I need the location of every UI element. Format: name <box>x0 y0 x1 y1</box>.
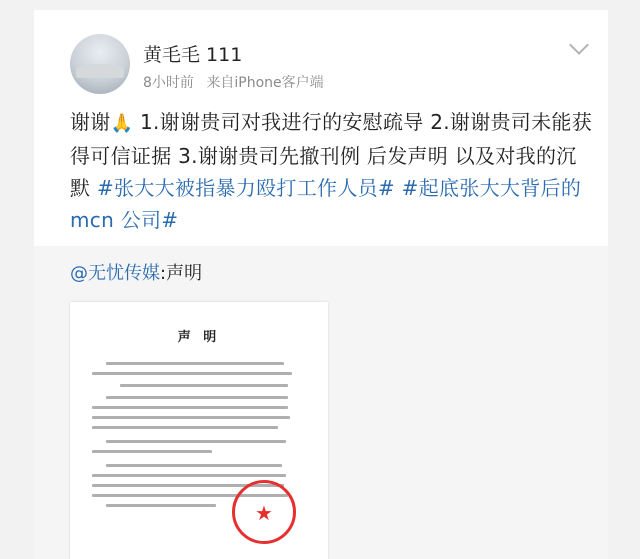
post-time: 8小时前 <box>143 75 194 91</box>
post-meta <box>143 72 332 92</box>
document-text-line <box>92 406 288 409</box>
statement-image[interactable] <box>70 302 328 559</box>
post-text-segment: 谢谢 <box>70 110 111 134</box>
username[interactable]: 黄毛毛 111 <box>143 44 243 66</box>
post-text <box>70 106 596 236</box>
company-seal <box>232 480 296 544</box>
document-text-line <box>120 384 288 387</box>
document-text-line <box>106 440 286 443</box>
post-source: 来自iPhone客户端 <box>206 75 324 91</box>
document-text-line <box>106 362 284 365</box>
hashtag-link[interactable]: #张大大被指暴力殴打工作人员# <box>96 176 395 200</box>
document-text-line <box>106 396 288 399</box>
folded-hands-icon: 🙏 <box>110 113 134 134</box>
document-text-line <box>92 426 278 429</box>
post-text-segment <box>395 176 402 200</box>
repost-title <box>70 259 202 285</box>
repost-title-suffix: :声明 <box>160 263 203 284</box>
document-text-line <box>92 450 212 453</box>
hashtag-link[interactable]: #起底张大大背后的 mcn 公司# <box>70 176 582 232</box>
post-text-segment: 1.谢谢贵司对我进行的安慰疏导 2.谢谢贵司未能获得可信证据 3.谢谢贵司先撤刊例 后发声明 以及对我的沉默 <box>70 110 593 200</box>
mention-link[interactable]: @无忧传媒 <box>70 263 160 284</box>
document-text-line <box>92 416 290 419</box>
document-text-line <box>106 504 216 507</box>
avatar[interactable] <box>70 34 130 94</box>
document-title: 声 明 <box>177 330 221 345</box>
document-text-line <box>92 474 286 477</box>
document-text-line <box>106 464 282 467</box>
document-text-line <box>92 372 292 375</box>
